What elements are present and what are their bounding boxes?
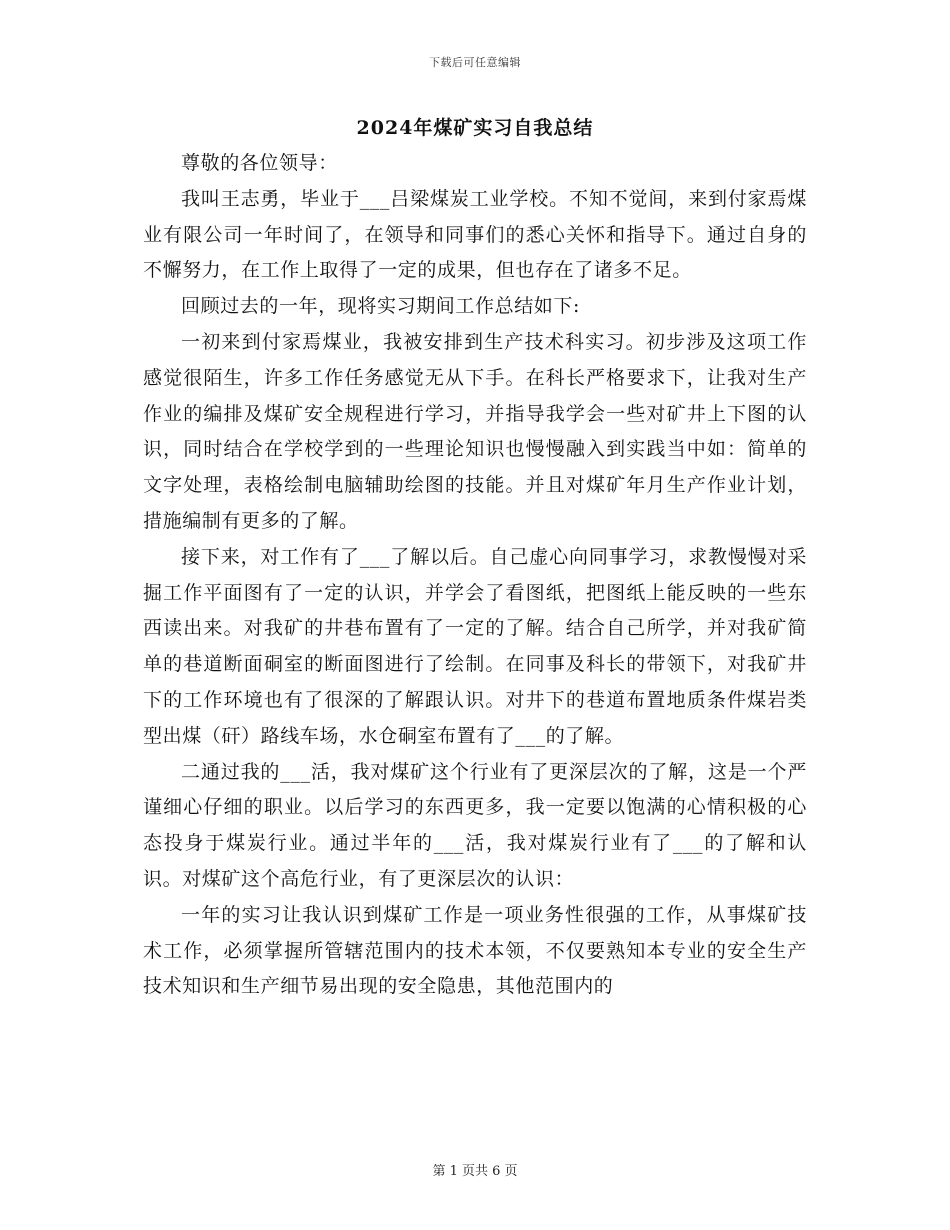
page-indicator: 第 1 页共 6 页 (432, 1164, 518, 1179)
paragraph-section-two: 二通过我的___活，我对煤矿这个行业有了更深层次的了解，这是一个严谨细心仔细的职业。以后学习的东西更多，我一定要以饱满的心情积极的心态投身于煤炭行业。通过半年的___活，我对煤炭行业有了___的了解和认识。对煤矿这个高危行业，有了更深层次的认识： (143, 760, 807, 890)
document-title: 2024年煤矿实习自我总结 (356, 117, 594, 139)
paragraph-introduction: 我叫王志勇，毕业于___吕梁煤炭工业学校。不知不觉间，来到付家焉煤业有限公司一年时间了，在领导和同事们的悉心关怀和指导下。通过自身的不懈努力，在工作上取得了一定的成果，但也存在了诸多不足。 (143, 187, 807, 282)
paragraph-salutation: 尊敬的各位领导： (181, 152, 338, 174)
paragraph-reflection: 一年的实习让我认识到煤矿工作是一项业务性很强的工作，从事煤矿技术工作，必须掌握所管辖范围内的技术本领，不仅要熟知本专业的安全生产技术知识和生产细节易出现的安全隐患，其他范围内的 (143, 903, 807, 998)
header-note: 下载后可任意编辑 (429, 56, 521, 69)
document-body (143, 146, 807, 1005)
paragraph-section-one: 一初来到付家焉煤业，我被安排到生产技术科实习。初步涉及这项工作感觉很陌生，许多工作任务感觉无从下手。在科长严格要求下，让我对生产作业的编排及煤矿安全规程进行学习，并指导我学会一些对矿井上下图的认识，同时结合在学校学到的一些理论知识也慢慢融入到实践当中如：简单的文字处理，表格绘制电脑辅助绘图的技能。并且对煤矿年月生产作业计划，措施编制有更多的了解。 (143, 330, 807, 532)
paragraph-next-steps: 接下来，对工作有了___了解以后。自己虚心向同事学习，求教慢慢对采掘工作平面图有了一定的认识，并学会了看图纸，把图纸上能反映的一些东西读出来。对我矿的井巷布置有了一定的了解。结合自己所学，并对我矿简单的巷道断面硐室的断面图进行了绘制。在同事及科长的带领下，对我矿井下的工作环境也有了很深的了解跟认识。对井下的巷道布置地质条件煤岩类型出煤（矸）路线车场，水仓硐室布置有了___的了解。 (143, 545, 807, 747)
paragraph-review: 回顾过去的一年，现将实习期间工作总结如下: (181, 295, 581, 318)
